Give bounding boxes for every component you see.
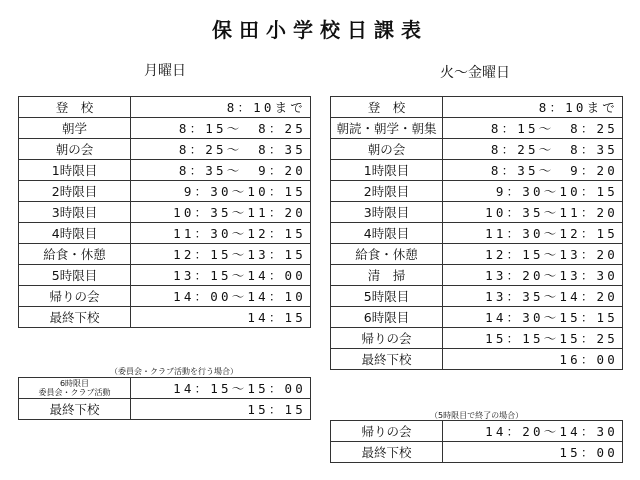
tue-fri-heading: 火～金曜日 — [440, 65, 510, 81]
page-title: 保田小学校日課表 — [212, 18, 428, 42]
monday-club-note: （委員会・クラブ活動を行う場合） — [110, 367, 238, 376]
table-row — [19, 265, 311, 286]
table-row — [19, 160, 311, 181]
row-time: 13：20～13：30 — [443, 265, 623, 286]
table-row — [19, 139, 311, 160]
table-row — [331, 244, 623, 265]
row-time: 9：30～10：15 — [443, 181, 623, 202]
row-time: 13：15～14：00 — [131, 265, 311, 286]
table-row — [331, 286, 623, 307]
row-label: 最終下校 — [331, 442, 443, 463]
row-label: 帰りの会 — [331, 421, 443, 442]
row-label: 4時限目 — [19, 223, 131, 244]
row-time: 15：15～15：25 — [443, 328, 623, 349]
row-time: 11：30～12：15 — [131, 223, 311, 244]
table-row — [19, 307, 311, 328]
row-label: 最終下校 — [331, 349, 443, 370]
row-label: 朝読・朝学・朝集 — [331, 118, 443, 139]
table-row — [19, 399, 311, 420]
row-time: 15：15 — [131, 399, 311, 420]
table-row — [19, 202, 311, 223]
row-label: 朝の会 — [331, 139, 443, 160]
row-label-line2: 委員会・クラブ活動 — [38, 388, 111, 397]
row-time: 10：35～11：20 — [131, 202, 311, 223]
row-label: 朝学 — [19, 118, 131, 139]
row-label: 4時限目 — [331, 223, 443, 244]
table-row — [19, 97, 311, 118]
row-time: 14：15 — [131, 307, 311, 328]
row-time: 8：25～ 8：35 — [131, 139, 311, 160]
row-label: 2時限目 — [19, 181, 131, 202]
row-label: 1時限目 — [19, 160, 131, 181]
row-time: 16：00 — [443, 349, 623, 370]
row-time: 8：10まで — [443, 97, 623, 118]
monday-club-table — [18, 377, 311, 420]
row-label: 帰りの会 — [331, 328, 443, 349]
row-label: 2時限目 — [331, 181, 443, 202]
row-label: 登 校 — [331, 97, 443, 118]
row-time: 9：30～10：15 — [131, 181, 311, 202]
row-time: 13：35～14：20 — [443, 286, 623, 307]
row-label: 5時限目 — [331, 286, 443, 307]
row-label: 3時限目 — [331, 202, 443, 223]
row-time: 8：10まで — [131, 97, 311, 118]
monday-table — [18, 96, 311, 328]
row-label: 朝の会 — [19, 139, 131, 160]
tue-fri-table — [330, 96, 623, 370]
table-row — [331, 160, 623, 181]
table-row — [19, 378, 311, 399]
row-label: 最終下校 — [19, 307, 131, 328]
row-time: 8：35～ 9：20 — [131, 160, 311, 181]
table-row — [19, 181, 311, 202]
row-label: 登 校 — [19, 97, 131, 118]
table-row — [19, 244, 311, 265]
tue-fri-early-table — [330, 420, 623, 463]
row-time: 12：15～13：20 — [443, 244, 623, 265]
table-row — [331, 223, 623, 244]
table-row — [331, 349, 623, 370]
row-label: 給食・休憩 — [19, 244, 131, 265]
table-row — [331, 442, 623, 463]
row-label: 最終下校 — [19, 399, 131, 420]
row-label: 5時限目 — [19, 265, 131, 286]
row-time: 8：35～ 9：20 — [443, 160, 623, 181]
row-label: 6時限目 — [331, 307, 443, 328]
table-row — [331, 328, 623, 349]
row-label — [19, 378, 131, 399]
row-label: 3時限目 — [19, 202, 131, 223]
row-label: 1時限目 — [331, 160, 443, 181]
row-time: 8：15～ 8：25 — [443, 118, 623, 139]
row-time: 14：00～14：10 — [131, 286, 311, 307]
row-label-line1: 6時限目 — [59, 379, 90, 388]
table-row — [331, 118, 623, 139]
row-time: 14：30～15：15 — [443, 307, 623, 328]
table-row — [19, 223, 311, 244]
table-row — [331, 97, 623, 118]
row-time: 10：35～11：20 — [443, 202, 623, 223]
row-time: 14：20～14：30 — [443, 421, 623, 442]
row-time: 11：30～12：15 — [443, 223, 623, 244]
row-time: 8：15～ 8：25 — [131, 118, 311, 139]
table-row — [331, 265, 623, 286]
row-time: 14：15～15：00 — [131, 378, 311, 399]
row-label: 清 掃 — [331, 265, 443, 286]
row-time: 12：15～13：15 — [131, 244, 311, 265]
row-label: 帰りの会 — [19, 286, 131, 307]
table-row — [331, 139, 623, 160]
table-row — [19, 118, 311, 139]
row-time: 15：00 — [443, 442, 623, 463]
table-row — [331, 307, 623, 328]
row-time: 8：25～ 8：35 — [443, 139, 623, 160]
table-row — [331, 421, 623, 442]
table-row — [19, 286, 311, 307]
table-row — [331, 202, 623, 223]
row-label: 給食・休憩 — [331, 244, 443, 265]
monday-heading: 月曜日 — [144, 63, 186, 79]
table-row — [331, 181, 623, 202]
tue-fri-early-note: （5時限目で終了の場合） — [430, 411, 524, 420]
